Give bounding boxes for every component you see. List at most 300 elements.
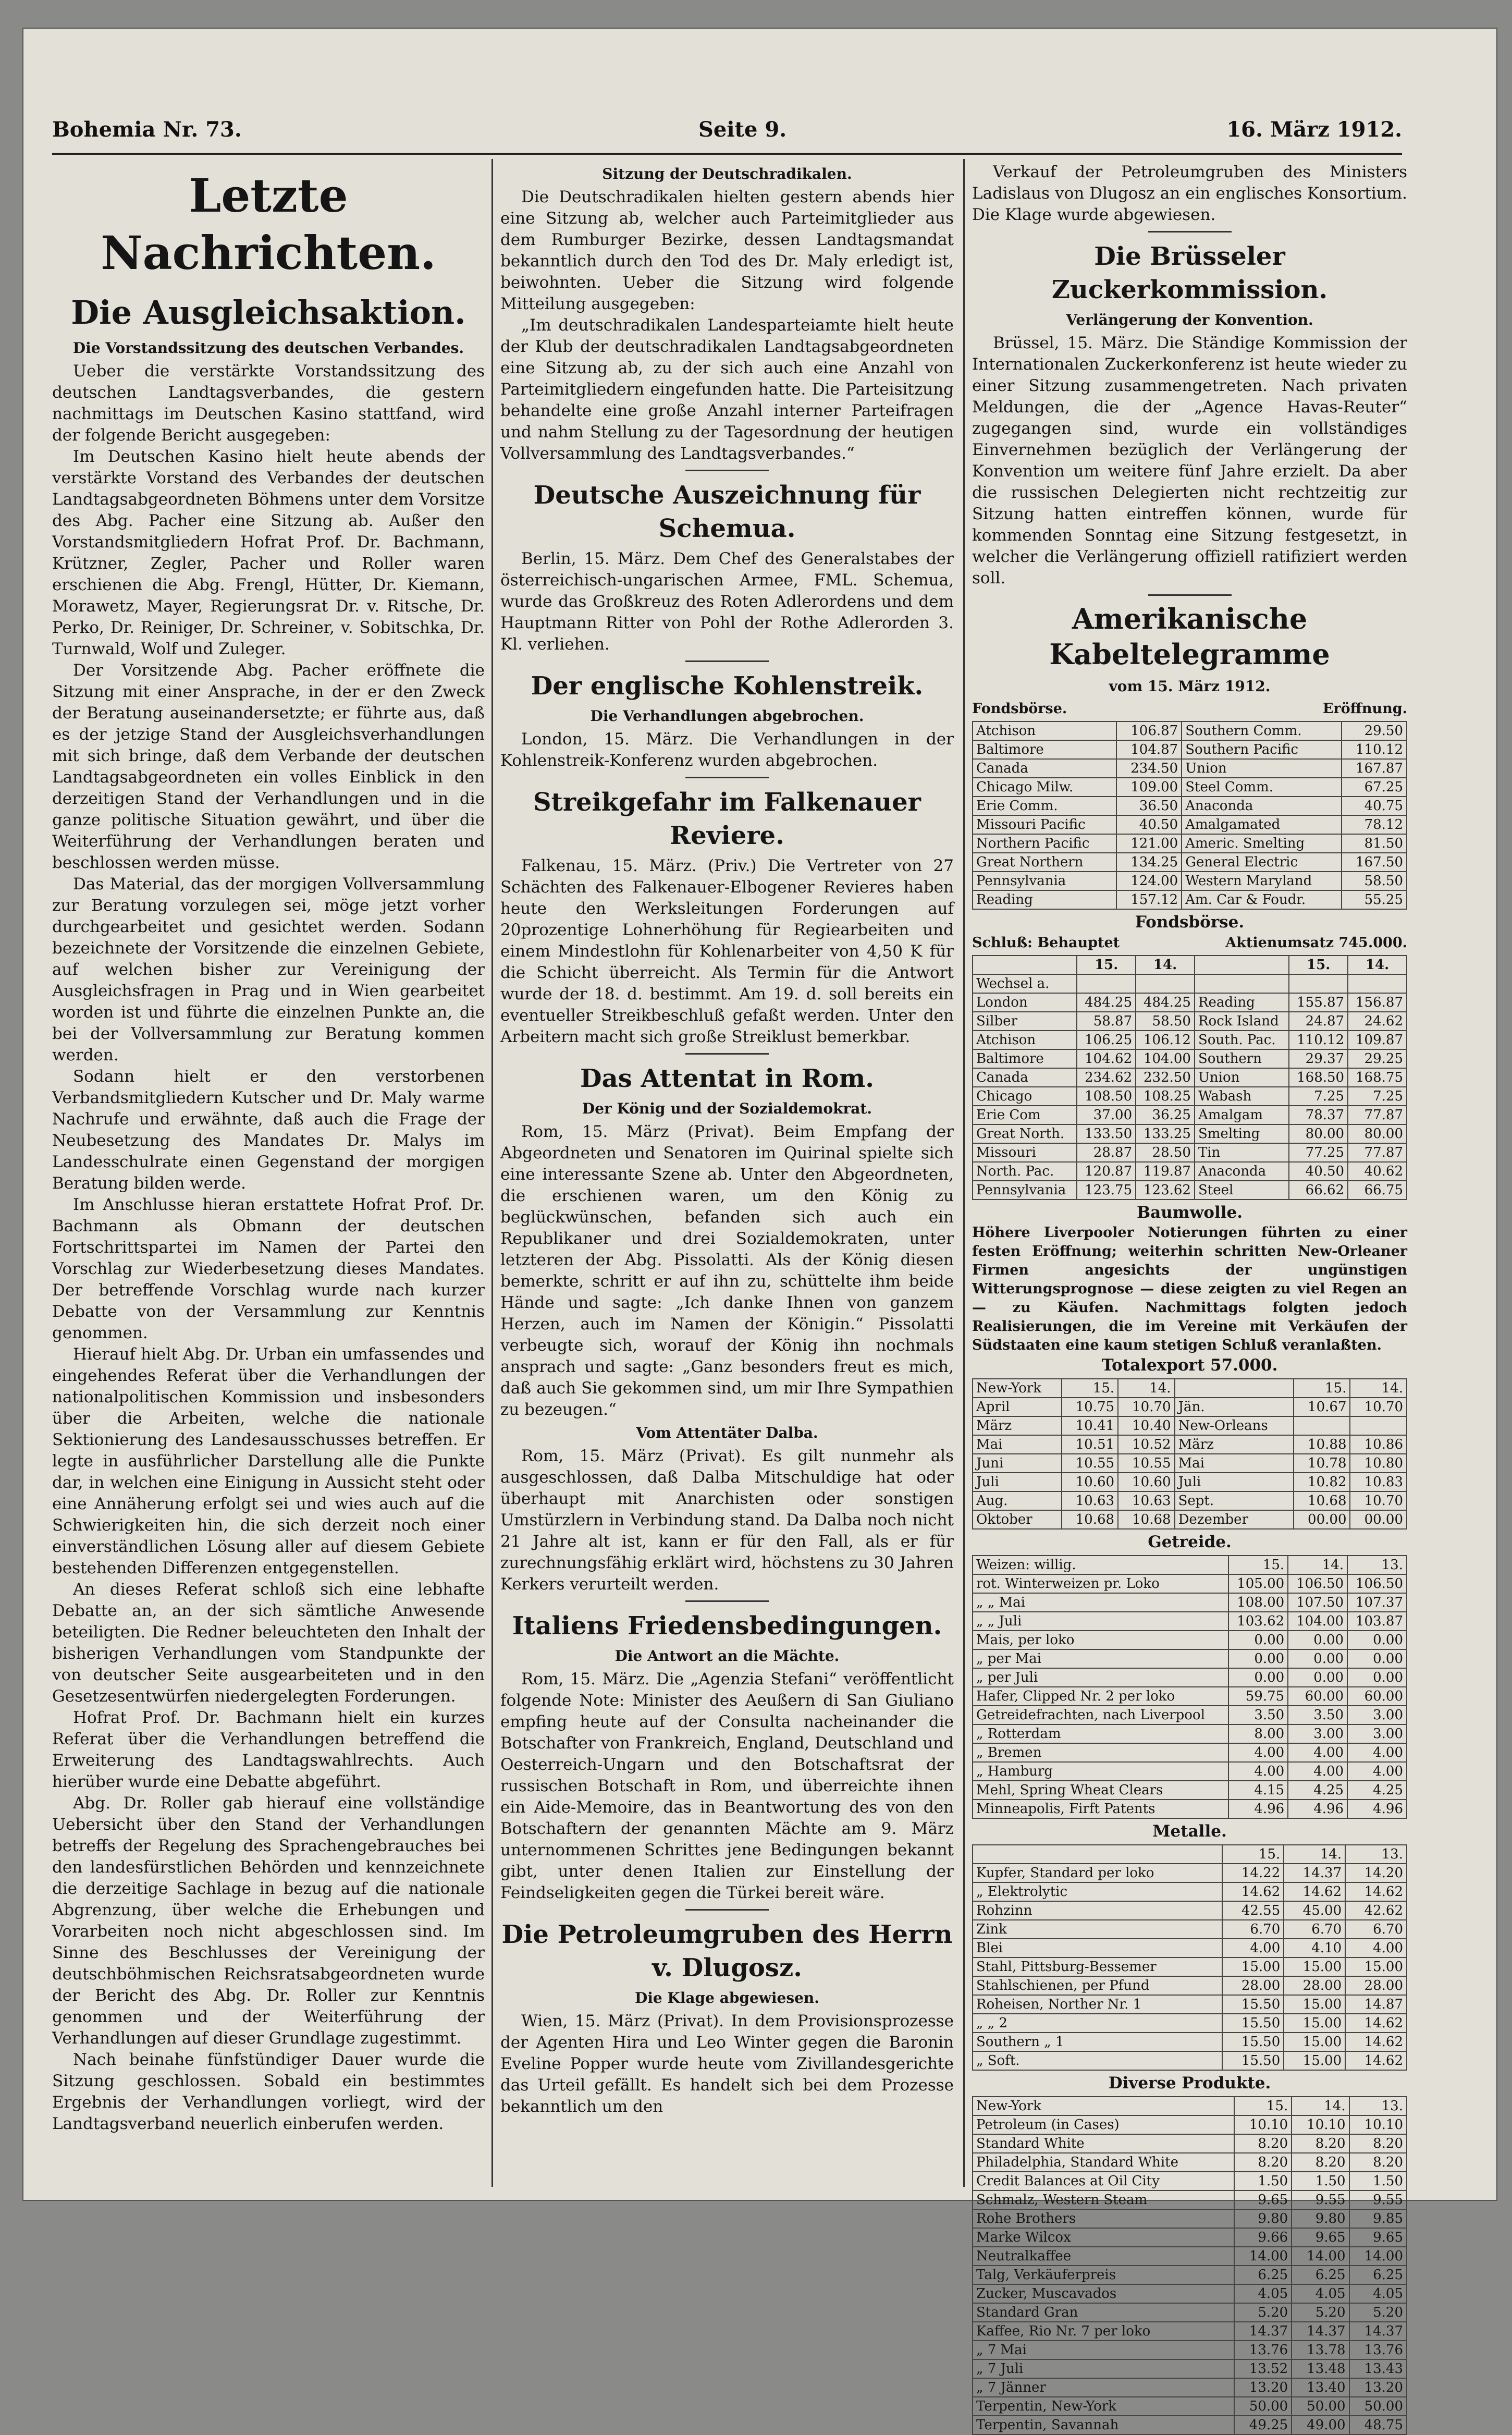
table-cell: Steel	[1195, 1181, 1289, 1200]
table-cell: 42.55	[1222, 1901, 1284, 1920]
table-cell: 10.60	[1118, 1473, 1174, 1491]
table-row	[973, 2191, 1407, 2209]
table-cell: Marke Wilcox	[973, 2228, 1234, 2247]
table-cell: 6.70	[1284, 1920, 1345, 1939]
table-cell: 10.68	[1062, 1510, 1118, 1529]
table-cell	[1175, 1379, 1294, 1398]
table-cell: Chicago Milw.	[973, 778, 1116, 797]
table-cell: Southern „ 1	[973, 2033, 1222, 2051]
paragraph: Rom, 15. März (Privat). Beim Empfang der Abgeordneten und Senatoren im Quirinal spielte sich eine interessante Szene ab. Unter den Abgeordneten, die erschienen waren, um den König zu beglückwünschen, befanden sich auch ein Republikaner und drei Sozialdemokraten, unter letzteren der Abg. Pissolatti. Als der König diesen bemerkte, schritt er auf ihn zu, schüttelte ihm beide Hände und sagte: „Ich danke Ihnen von ganzem Herzen, auch im Namen der Königin.“ Pissolatti verbeugte sich, worauf der König ihn nochmals ansprach und sagte: „Ganz besonders freut es mich, daß auch Sie gekommen sind, um mir Ihre Sympathien zu bezeugen.“	[500, 1122, 954, 1419]
table-cell: Juli	[973, 1473, 1062, 1491]
table-cell: 4.05	[1349, 2284, 1407, 2303]
column-header: 15.	[1077, 956, 1136, 974]
table-cell	[1294, 1416, 1350, 1435]
table-cell: 15.	[1062, 1379, 1118, 1398]
table-cell: 13.76	[1234, 2341, 1292, 2359]
table-cell: 15.00	[1284, 2014, 1345, 2033]
table-cell: „ 7 Mai	[973, 2341, 1234, 2359]
table-cell: Blei	[973, 1939, 1222, 1957]
table-cell: 13.	[1349, 2097, 1407, 2115]
table-cell: 234.62	[1077, 1068, 1136, 1087]
schluss-line	[972, 933, 1407, 953]
table-cell: 123.62	[1136, 1181, 1195, 1200]
table-row	[973, 1668, 1407, 1687]
table-row	[973, 1435, 1407, 1454]
table-cell: Great North.	[973, 1124, 1077, 1143]
table-cell: 59.75	[1228, 1687, 1288, 1706]
table-cell: Philadelphia, Standard White	[973, 2153, 1234, 2172]
table-cell: 10.10	[1292, 2115, 1349, 2134]
fonds-label: Fondsbörse.	[972, 701, 1067, 717]
table-cell: 3.50	[1228, 1706, 1288, 1724]
table-cell: 58.87	[1077, 1012, 1136, 1031]
table-cell: 28.87	[1077, 1143, 1136, 1162]
table-cell: General Electric	[1182, 853, 1342, 872]
article-subhead: vom 15. März 1912.	[1109, 678, 1271, 695]
table-cell: 80.00	[1289, 1124, 1348, 1143]
aktienumsatz-label: Aktienumsatz 745.000.	[1225, 935, 1407, 951]
article-subhead: Vom Attentäter Dalba.	[636, 1424, 818, 1441]
table-cell: 14.	[1118, 1379, 1174, 1398]
table-cell: Hafer, Clipped Nr. 2 per loko	[973, 1687, 1228, 1706]
table-cell: 110.12	[1342, 740, 1407, 759]
table-cell: Southern	[1195, 1049, 1289, 1068]
table-cell: 10.60	[1062, 1473, 1118, 1491]
table-row	[973, 1556, 1407, 1574]
table-cell: 9.55	[1292, 2191, 1349, 2209]
table-cell: 10.68	[1118, 1510, 1174, 1529]
table-cell: März	[973, 1416, 1062, 1435]
table-caption	[972, 699, 1407, 719]
table-row	[973, 1416, 1407, 1435]
table-cell: Sept.	[1175, 1491, 1294, 1510]
table-row	[973, 1845, 1407, 1864]
table-cell: 49.25	[1234, 2416, 1292, 2434]
table-header-row	[973, 956, 1407, 974]
table-cell: 29.50	[1342, 721, 1407, 740]
table-cell: 28.00	[1284, 1976, 1345, 1995]
table-cell: Zucker, Muscavados	[973, 2284, 1234, 2303]
table-cell: 0.00	[1347, 1649, 1407, 1668]
table-cell: 66.75	[1348, 1181, 1407, 1200]
table-cell: Wechsel a.	[973, 974, 1077, 993]
table-cell: 10.68	[1294, 1491, 1350, 1510]
table-cell: Amalgamated	[1182, 815, 1342, 834]
masthead-issue: Bohemia Nr. 73.	[52, 117, 242, 142]
table-row	[973, 1995, 1407, 2014]
table-cell: 484.25	[1077, 993, 1136, 1012]
table-cell: 3.50	[1288, 1706, 1347, 1724]
table-cell: 13.40	[1292, 2378, 1349, 2397]
table-cell: 24.62	[1348, 1012, 1407, 1031]
table-cell: 121.00	[1116, 834, 1182, 853]
table-cell: Jän.	[1175, 1398, 1294, 1416]
table-cell: Mai	[973, 1435, 1062, 1454]
table-row	[973, 1454, 1407, 1473]
paragraph: Hofrat Prof. Dr. Bachmann hielt ein kurzes Referat über die Verhandlungen betreffend die Erweiterung des Landtagswahlrechts. Auch hierüber wurde eine Debatte abgeführt.	[52, 1708, 485, 1791]
table-cell: Mai	[1175, 1454, 1294, 1473]
table-row	[973, 2209, 1407, 2228]
table-cell: 14.87	[1345, 1995, 1407, 2014]
table-cell: Southern Pacific	[1182, 740, 1342, 759]
table-cell: 14.62	[1284, 1882, 1345, 1901]
table-cell: 4.25	[1288, 1781, 1347, 1800]
paragraph: Rom, 15. März (Privat). Es gilt nunmehr als ausgeschlossen, daß Dalba Mitschuldige hat oder überhaupt mit Anarchisten oder sonstigen Umstürzlern in Verbindung stand. Da Dalba noch nicht 21 Jahre alt ist, kann er für den Fall, als er für zurechnungsfähig erklärt wird, höchstens zu 30 Jahren Kerkers verurteilt werden.	[500, 1447, 954, 1594]
table-cell: „ Rotterdam	[973, 1724, 1228, 1743]
table-cell: 123.75	[1077, 1181, 1136, 1200]
article-title-ausgleichsaktion: Die Ausgleichsaktion.	[71, 293, 466, 332]
table-cell: 48.75	[1349, 2416, 1407, 2434]
table-cell: 10.51	[1062, 1435, 1118, 1454]
table-caption: Getreide.	[1148, 1533, 1232, 1551]
table-cell: 14.37	[1284, 1864, 1345, 1882]
paragraph: Falkenau, 15. März. (Priv.) Die Vertreter von 27 Schächten des Falkenauer-Elbogener Revieres haben heute den Werksleitungen Forderungen auf 20prozentige Lohnerhöhung für Regiearbeiten und einem Mindestlohn für Kohlenarbeiter von 4,50 K für die Schicht überreicht. Als Termin für die Antwort wurde der 18. d. bestimmt. Am 19. d. soll bereits ein eventueller Streikbeschluß gefaßt werden. Unter den Arbeitern macht sich große Streiklust bemerkbar.	[500, 856, 954, 1046]
table-cell: 4.10	[1284, 1939, 1345, 1957]
article-title-kabeltelegramme: Amerikanische Kabeltelegramme	[1049, 602, 1330, 671]
table-cell: 4.00	[1345, 1939, 1407, 1957]
paragraph: Nach beinahe fünfstündiger Dauer wurde die Sitzung geschlossen. Sobald ein bestimmtes Ergebnis der Verhandlungen vorliegt, wird der Landtagsverband neuerlich einberufen werden.	[52, 2050, 485, 2133]
newspaper-page	[23, 29, 1496, 2433]
table-row	[973, 815, 1407, 834]
article-subhead: Die Klage abgewiesen.	[634, 1989, 820, 2006]
table-cell: 58.50	[1342, 872, 1407, 890]
table-cell: Wabash	[1195, 1087, 1289, 1106]
table-cell: 15.00	[1345, 1957, 1407, 1976]
table-row	[973, 759, 1407, 778]
table-cell: 234.50	[1116, 759, 1182, 778]
table-cell: 5.20	[1234, 2303, 1292, 2322]
table-row	[973, 2172, 1407, 2191]
table-cell: Stahl, Pittsburg-Bessemer	[973, 1957, 1222, 1976]
table-cell: 109.87	[1348, 1031, 1407, 1049]
table-row	[973, 721, 1407, 740]
table-cell: 36.50	[1116, 797, 1182, 815]
table-cell: 1.50	[1234, 2172, 1292, 2191]
paragraph: Im Deutschen Kasino hielt heute abends der verstärkte Vorstand des Verbandes der deutschen Landtagsabgeordneten Böhmens unter dem Vorsitze des Abg. Pacher eine Sitzung ab. Außer den Vorstandsmitgliedern Hofrat Prof. Dr. Bachmann, Krützner, Zegler, Pacher und Roller waren erschienen die Abg. Frengl, Hütter, Dr. Kiemann, Morawetz, Mayer, Regierungsrat Dr. v. Ritsche, Dr. Perko, Dr. Reiniger, Dr. Schreiner, v. Sobitschka, Dr. Turnwald, Wolf und Zuleger.	[52, 447, 485, 658]
table-cell: „ Hamburg	[973, 1762, 1228, 1781]
table-cell: 00.00	[1350, 1510, 1407, 1529]
table-cell: 13.20	[1349, 2378, 1407, 2397]
table-cell: 10.82	[1294, 1473, 1350, 1491]
paragraph: Rom, 15. März. Die „Agenzia Stefani“ veröffentlicht folgende Note: Minister des Aeußern di San Giuliano empfing heute auf der Consulta nacheinander die Botschafter von Frankreich, England, Deutschland und Oesterreich-Ungarn und den Botschaftsrat der russischen Botschaft in Rom, und überreichte ihnen ein Aide-Memoire, das in Beantwortung des von den Botschaftern der genannten Mächte am 9. März unternommenen Schrittes jene Bedingungen bekannt gibt, unter denen Italien zur Einstellung der Feindseligkeiten gegen die Türkei bereit wäre.	[500, 1670, 954, 1902]
table-cell: Erie Comm.	[973, 797, 1116, 815]
table-row	[973, 1649, 1407, 1668]
table-cell: März	[1175, 1435, 1294, 1454]
paragraph: „Im deutschradikalen Landesparteiamte hielt heute der Klub der deutschradikalen Landtagsabgeordneten eine Sitzung ab, zu der sich auch eine Anzahl von Parteimitgliedern eingefunden hatte. Die Parteisitzung behandelte eine große Anzahl interner Parteifragen und nahm Stellung zu der Tagesordnung der heutigen Vollversammlung des Landtagsverbandes.“	[500, 316, 954, 463]
table-cell: 4.00	[1228, 1762, 1288, 1781]
column-2	[500, 162, 954, 2184]
table-cell: 108.25	[1136, 1087, 1195, 1106]
table-cell: 4.00	[1288, 1762, 1347, 1781]
table-cell: Credit Balances at Oil City	[973, 2172, 1234, 2191]
table-cell: Am. Car & Foudr.	[1182, 890, 1342, 909]
table-cell: 10.70	[1350, 1398, 1407, 1416]
table-cell: Minneapolis, Firft Patents	[973, 1800, 1228, 1818]
table-cell: 14.	[1350, 1379, 1407, 1398]
table-cell: Missouri	[973, 1143, 1077, 1162]
table-row	[973, 778, 1407, 797]
table-row	[973, 890, 1407, 909]
table-cell: 7.25	[1348, 1087, 1407, 1106]
table-cell: 15.00	[1222, 1957, 1284, 1976]
separator	[685, 1053, 769, 1055]
table-cell: 13.52	[1234, 2359, 1292, 2378]
cotton-report: Höhere Liverpooler Notierungen führten zu einer festen Eröffnung; weiterhin schritten New-Orleaner Firmen angesichts der ungünstigen Witterungsprognose — diese zeigten zu viel Regen an — zu Käufen. Nachmittags folgten jedoch Realisierungen, die im Vereine mit Verkäufen der Südstaaten eine kaum stetigen Schluß veranlaßten.	[972, 1225, 1407, 1353]
table-cell: 77.87	[1348, 1143, 1407, 1162]
table-cell: Standard Gran	[973, 2303, 1234, 2322]
table-row	[973, 2051, 1407, 2070]
table-cell: 67.25	[1342, 778, 1407, 797]
table-cell: 77.87	[1348, 1106, 1407, 1124]
table-cell: Rohe Brothers	[973, 2209, 1234, 2228]
table-cell: 4.00	[1288, 1743, 1347, 1762]
table-cell: 8.20	[1292, 2134, 1349, 2153]
table-cell: 4.96	[1347, 1800, 1407, 1818]
table-cell: 4.00	[1347, 1743, 1407, 1762]
table-cell: 49.00	[1292, 2416, 1349, 2434]
grain-table	[972, 1555, 1407, 1819]
table-cell: Americ. Smelting	[1182, 834, 1342, 853]
table-cell: 10.80	[1350, 1454, 1407, 1473]
table-caption: Baumwolle.	[1136, 1203, 1243, 1222]
table-cell: 168.50	[1289, 1068, 1348, 1087]
table-row	[973, 2153, 1407, 2172]
table-cell: 0.00	[1347, 1631, 1407, 1649]
table-cell: 0.00	[1288, 1649, 1347, 1668]
separator	[685, 660, 769, 662]
table-row	[973, 1631, 1407, 1649]
table-row	[973, 2341, 1407, 2359]
table-cell: 4.00	[1222, 1939, 1284, 1957]
column-header: 15.	[1289, 956, 1348, 974]
table-caption: Fondsbörse.	[1135, 913, 1245, 932]
table-cell: 14.37	[1349, 2322, 1407, 2341]
table-cell: Silber	[973, 1012, 1077, 1031]
table-cell: 3.00	[1288, 1724, 1347, 1743]
separator	[685, 1600, 769, 1602]
table-cell: 13.43	[1349, 2359, 1407, 2378]
table-row	[973, 974, 1407, 993]
table-cell: 5.20	[1292, 2303, 1349, 2322]
table-row	[973, 1068, 1407, 1087]
table-cell: 14.	[1288, 1556, 1347, 1574]
table-row	[973, 1379, 1407, 1398]
table-cell: 77.25	[1289, 1143, 1348, 1162]
table-cell: 10.55	[1062, 1454, 1118, 1473]
table-cell: 42.62	[1345, 1901, 1407, 1920]
table-row	[973, 1124, 1407, 1143]
table-cell: 15.50	[1222, 2051, 1284, 2070]
table-cell: Rohzinn	[973, 1901, 1222, 1920]
table-cell: 6.25	[1349, 2266, 1407, 2284]
table-cell: Amalgam	[1195, 1106, 1289, 1124]
paragraph: Die Deutschradikalen hielten gestern abends hier eine Sitzung ab, welcher auch Parteimitglieder aus dem Rumburger Bezirke, dessen Landtagsmandat bekanntlich durch den Tod des Dr. Maly erledigt ist, beiwohnten. Ueber die Sitzung wird folgende Mitteilung ausgegeben:	[500, 188, 954, 313]
table-row	[973, 2097, 1407, 2115]
table-cell: 106.12	[1136, 1031, 1195, 1049]
table-cell: 50.00	[1234, 2397, 1292, 2416]
table-cell: 110.12	[1289, 1031, 1348, 1049]
table-cell: 4.25	[1347, 1781, 1407, 1800]
table-cell: 9.65	[1234, 2191, 1292, 2209]
paragraph: Das Material, das der morgigen Vollversammlung zur Beratung vorzulegen sei, möge jetzt vorher durchgearbeitet und gesichtet werden. Sodann bezeichnete der Vorsitzende die einzelnen Gebiete, auf welchen bisher zur Vereinigung der Ausgleichsfragen in Prag und in Wien gearbeitet worden ist und führte die einzelnen Punkte an, die bei der Vollversammlung zur Beratung kommen werden.	[52, 875, 485, 1064]
table-cell: 14.62	[1345, 2014, 1407, 2033]
table-cell: 10.88	[1294, 1435, 1350, 1454]
table-row	[973, 993, 1407, 1012]
schluss-label: Schluß: Behauptet	[972, 935, 1120, 951]
table-cell: 15.00	[1284, 1995, 1345, 2014]
table-row	[973, 2322, 1407, 2341]
table-cell: Baltimore	[973, 740, 1116, 759]
table-cell: 15.00	[1284, 2033, 1345, 2051]
table-row	[973, 1143, 1407, 1162]
article-subhead: Die Vorstandssitzung des deutschen Verbandes.	[72, 339, 464, 357]
table-cell: 14.37	[1234, 2322, 1292, 2341]
table-cell: Mais, per loko	[973, 1631, 1228, 1649]
table-cell: 15.	[1228, 1556, 1288, 1574]
table-row	[973, 853, 1407, 872]
table-cell: 106.87	[1116, 721, 1182, 740]
table-cell: Canada	[973, 1068, 1077, 1087]
table-cell: Reading	[973, 890, 1116, 909]
table-cell: 9.65	[1292, 2228, 1349, 2247]
table-cell: 105.00	[1228, 1574, 1288, 1593]
table-cell: 4.96	[1288, 1800, 1347, 1818]
separator	[685, 1909, 769, 1911]
table-cell: „ per Mai	[973, 1649, 1228, 1668]
table-cell: rot. Winterweizen pr. Loko	[973, 1574, 1228, 1593]
column-1	[52, 162, 485, 2184]
table-cell: 4.00	[1228, 1743, 1288, 1762]
article-subhead: Sitzung der Deutschradikalen.	[602, 165, 852, 182]
table-cell: 9.65	[1349, 2228, 1407, 2247]
table-cell: 81.50	[1342, 834, 1407, 853]
fonds-opening-table	[972, 721, 1407, 910]
table-cell: 8.20	[1349, 2134, 1407, 2153]
table-row	[973, 1957, 1407, 1976]
table-cell: 14.00	[1349, 2247, 1407, 2266]
table-cell: 14.62	[1222, 1882, 1284, 1901]
table-row	[973, 1162, 1407, 1181]
table-row	[973, 797, 1407, 815]
article-subhead: Die Antwort an die Mächte.	[614, 1647, 840, 1665]
table-cell: 10.75	[1062, 1398, 1118, 1416]
article-subhead: Verlängerung der Konvention.	[1066, 311, 1313, 328]
table-cell: Kaffee, Rio Nr. 7 per loko	[973, 2322, 1234, 2341]
table-row	[973, 1593, 1407, 1612]
table-cell: 109.00	[1116, 778, 1182, 797]
table-row	[973, 2228, 1407, 2247]
table-cell: New-York	[973, 1379, 1062, 1398]
table-cell: 14.20	[1345, 1864, 1407, 1882]
table-cell: 40.62	[1348, 1162, 1407, 1181]
table-caption: Diverse Produkte.	[1108, 2074, 1271, 2093]
column-header	[973, 956, 1077, 974]
table-cell	[1136, 974, 1195, 993]
table-cell: 232.50	[1136, 1068, 1195, 1087]
table-cell: 14.00	[1234, 2247, 1292, 2266]
article-title: Das Attentat in Rom.	[580, 1064, 875, 1093]
table-row	[973, 1012, 1407, 1031]
metal-table	[972, 1844, 1407, 2071]
table-cell: Juni	[973, 1454, 1062, 1473]
table-cell: 0.00	[1347, 1668, 1407, 1687]
page-title: Letzte Nachrichten.	[101, 168, 436, 280]
column-header: 14.	[1348, 956, 1407, 974]
table-cell: 119.87	[1136, 1162, 1195, 1181]
table-cell: 4.96	[1228, 1800, 1288, 1818]
table-row	[973, 834, 1407, 853]
table-row	[973, 2266, 1407, 2284]
table-cell: 15.50	[1222, 1995, 1284, 2014]
table-cell: 4.05	[1234, 2284, 1292, 2303]
table-cell: 104.00	[1288, 1612, 1347, 1631]
table-cell: 0.00	[1228, 1649, 1288, 1668]
table-cell: 4.15	[1228, 1781, 1288, 1800]
products-table	[972, 2096, 1407, 2435]
table-cell: 10.52	[1118, 1435, 1174, 1454]
table-cell: 108.50	[1077, 1087, 1136, 1106]
table-cell: 104.00	[1136, 1049, 1195, 1068]
table-cell: „ Bremen	[973, 1743, 1228, 1762]
article-body	[52, 361, 485, 2135]
paragraph: Wien, 15. März (Privat). In dem Provisionsprozesse der Agenten Hira und Leo Winter gegen die Baronin Eveline Popper wurde heute vom Zivillandesgerichte das Urteil gefällt. Es handelt sich bei dem Prozesse bekanntlich um den	[500, 2012, 954, 2116]
table-cell: 3.00	[1347, 1706, 1407, 1724]
table-cell: 10.55	[1118, 1454, 1174, 1473]
table-cell: „ „ 2	[973, 2014, 1222, 2033]
table-cell	[973, 1845, 1222, 1864]
article-title: Der englische Kohlenstreik.	[531, 671, 924, 701]
paragraph: Sodann hielt er den verstorbenen Verbandsmitgliedern Kutscher und Dr. Maly warme Nachrufe und erwähnte, daß auch die Frage der Neubesetzung des Mandates Dr. Malys im Landesschulrate einen Gegenstand der morgigen Beratung bilden werde.	[52, 1067, 485, 1193]
table-cell: April	[973, 1398, 1062, 1416]
table-cell: 134.25	[1116, 853, 1182, 872]
table-cell: 9.85	[1349, 2209, 1407, 2228]
table-row	[973, 1612, 1407, 1631]
table-cell: 14.	[1284, 1845, 1345, 1864]
table-cell: 15.	[1294, 1379, 1350, 1398]
table-cell: 78.12	[1342, 815, 1407, 834]
table-cell: 28.00	[1222, 1976, 1284, 1995]
table-cell: 58.50	[1136, 1012, 1195, 1031]
table-cell: 9.66	[1234, 2228, 1292, 2247]
table-cell: 14.62	[1345, 2033, 1407, 2051]
table-cell: 14.62	[1345, 2051, 1407, 2070]
table-cell: 8.20	[1349, 2153, 1407, 2172]
table-row	[973, 1920, 1407, 1939]
table-cell: Pennsylvania	[973, 872, 1116, 890]
table-cell: 0.00	[1228, 1668, 1288, 1687]
table-cell: 14.62	[1345, 1882, 1407, 1901]
table-row	[973, 1181, 1407, 1200]
table-cell: 50.00	[1349, 2397, 1407, 2416]
table-cell: London	[973, 993, 1077, 1012]
article-title: Die Brüsseler Zuckerkommission.	[1051, 242, 1328, 304]
table-cell	[1350, 1416, 1407, 1435]
table-cell: Neutralkaffee	[973, 2247, 1234, 2266]
separator	[685, 470, 769, 471]
table-row	[973, 1743, 1407, 1762]
table-cell: 104.62	[1077, 1049, 1136, 1068]
table-cell: New-York	[973, 2097, 1234, 2115]
paragraph: Verkauf der Petroleumgruben des Ministers Ladislaus von Dlugosz an ein englisches Konsortium. Die Klage wurde abgewiesen.	[972, 163, 1407, 224]
table-cell: 120.87	[1077, 1162, 1136, 1181]
table-row	[973, 1491, 1407, 1510]
table-cell: 10.40	[1118, 1416, 1174, 1435]
table-cell: 10.70	[1118, 1398, 1174, 1416]
table-row	[973, 1106, 1407, 1124]
table-cell: Petroleum (in Cases)	[973, 2115, 1234, 2134]
table-cell: „ „ Mai	[973, 1593, 1228, 1612]
table-cell: 168.75	[1348, 1068, 1407, 1087]
